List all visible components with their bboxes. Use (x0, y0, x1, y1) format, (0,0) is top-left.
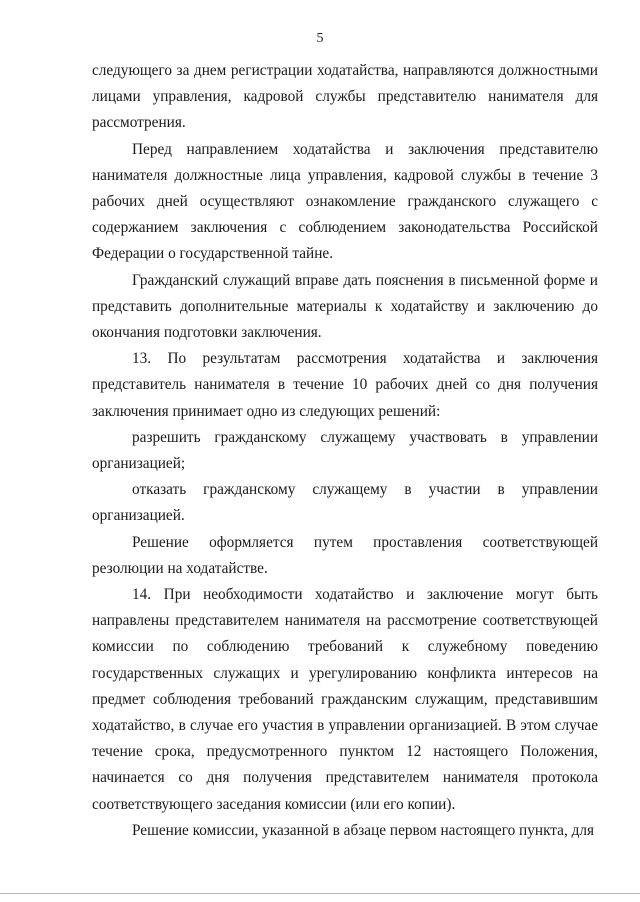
page-bottom-edge (0, 893, 640, 894)
paragraph-item-13: 13. По результатам рассмотрения ходатайства и заключения представитель нанимателя в течение 10 рабочих дней со дня получения заключения принимает одно из следующих решений: (92, 350, 598, 420)
document-body (92, 58, 598, 844)
paragraph-decision-allow: разрешить гражданскому служащему участвовать в управлении организацией; (92, 428, 598, 473)
page-number: 5 (316, 31, 324, 46)
paragraph-resolution: Решение оформляется путем проставления соответствующей резолюции на ходатайстве. (92, 533, 598, 577)
paragraph-decision-refuse: отказать гражданскому служащему в участии в управлении организацией. (92, 481, 598, 525)
paragraph-item-14: 14. При необходимости ходатайство и заключение могут быть направлены представителем нанимателя на рассмотрение соответствующей комиссии по соблюдению требований к служебному поведению государственных служащих и урегулированию конфликта интересов на предмет соблюдения требований гражданским служащим, представившим ходатайство, в случае его участия в управлении организацией. В этом случае течение срока, предусмотренного пунктом 12 настоящего Положения, начинается со дня получения представителем нанимателя протокола соответствующего заседания комиссии (или его копии). (92, 586, 598, 813)
paragraph-explanations: Гражданский служащий вправе дать пояснения в письменной форме и представить дополнительные материалы к ходатайству и заключению до окончания подготовки заключения. (92, 271, 598, 342)
paragraph-commission-decision: Решение комиссии, указанной в абзаце первом настоящего пункта, для (132, 821, 595, 839)
paragraph-familiarization: Перед направлением ходатайства и заключения представителю нанимателя должностные лица управления, кадровой службы в течение 3 рабочих дней осуществляют ознакомление гражданского служащего с содержанием заключения с соблюдением законодательства Российской Федерации о государственной тайне. (92, 140, 598, 263)
paragraph-continuation: следующего за днем регистрации ходатайства, направляются должностными лицами управления, кадровой службы представителю нанимателя для рассмотрения. (92, 62, 598, 132)
